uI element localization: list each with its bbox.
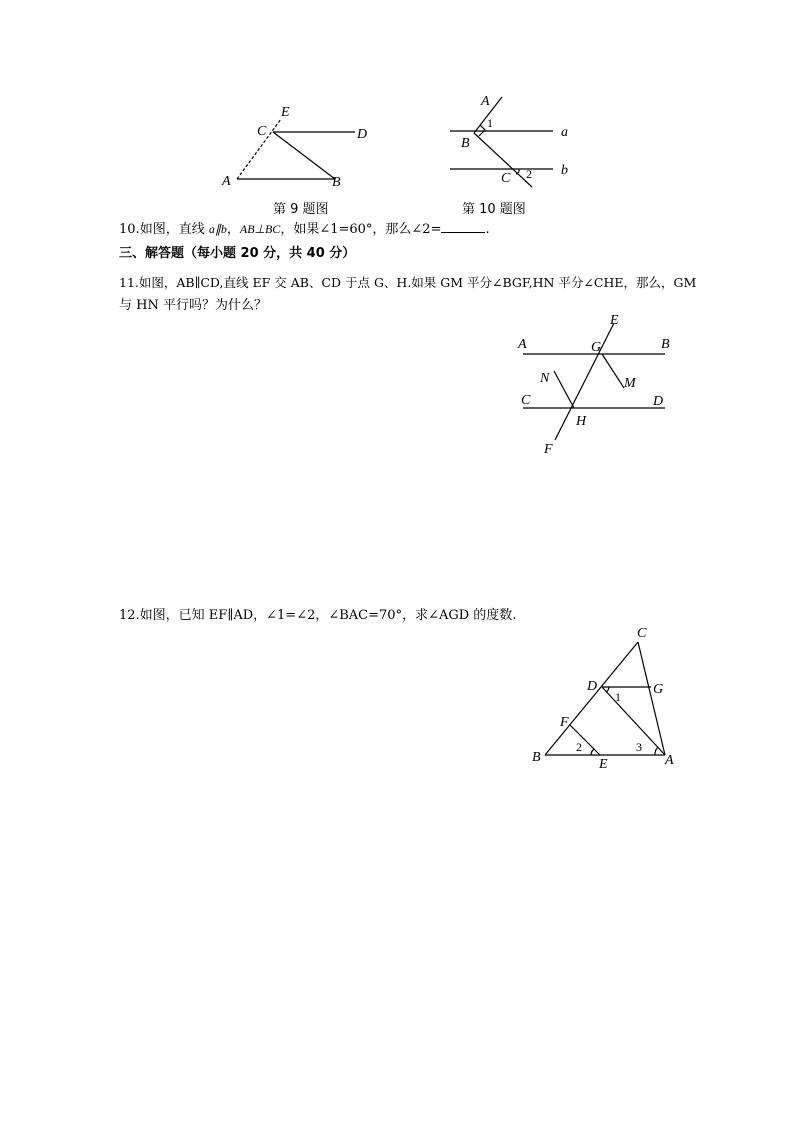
- question-10-cond1: a∥b: [208, 222, 227, 236]
- angle-3-arc: [655, 747, 658, 755]
- label-angle-1: 1: [615, 690, 621, 704]
- label-F: F: [544, 442, 553, 457]
- label-D: D: [587, 679, 598, 694]
- question-10: [119, 220, 490, 239]
- label-G: G: [653, 682, 664, 697]
- line-CA: [638, 642, 665, 755]
- question-10-text-mid: ，如果∠1=60°，那么∠2=: [280, 222, 442, 237]
- label-C: C: [637, 626, 647, 641]
- label-A: A: [518, 337, 527, 352]
- line-CB: [273, 132, 335, 179]
- label-angle-1: 1: [487, 116, 493, 130]
- label-F: F: [560, 715, 569, 730]
- line-DA: [602, 687, 665, 755]
- label-G: G: [591, 340, 602, 355]
- label-B: B: [661, 337, 670, 352]
- question-11-line2: 与 HN 平行吗？为什么？: [119, 298, 267, 313]
- figure-12: [525, 620, 685, 770]
- answer-blank[interactable]: [441, 220, 485, 233]
- label-angle-2: 2: [526, 167, 532, 181]
- line-GM: [602, 354, 624, 388]
- label-E: E: [281, 105, 290, 120]
- line-HN: [554, 371, 574, 408]
- label-D: D: [357, 127, 368, 142]
- question-10-text-before: 如图，直线: [139, 222, 205, 237]
- label-C: C: [521, 393, 531, 408]
- question-12: 12.如图，已知 EF∥AD，∠1=∠2，∠BAC=70°，求∠AGD 的度数.: [119, 608, 517, 623]
- label-angle-3: 3: [636, 740, 642, 754]
- question-10-text-end: .: [485, 222, 490, 237]
- angle-2-arc: [516, 169, 519, 174]
- label-H: H: [576, 414, 587, 429]
- figure-10: [440, 90, 580, 195]
- figure-9-caption: 第 9 题图: [273, 202, 329, 217]
- label-b: b: [561, 163, 568, 178]
- question-10-number: 10.: [119, 222, 140, 237]
- figure-10-caption: 第 10 题图: [462, 202, 526, 217]
- label-A: A: [222, 174, 231, 189]
- angle-2-arc: [591, 749, 594, 755]
- label-N: N: [540, 371, 550, 386]
- line-FE: [570, 725, 600, 755]
- label-A: A: [481, 94, 490, 109]
- question-11-line1: 11.如图，AB∥CD,直线 EF 交 AB、CD 于点 G、H.如果 GM 平分∠BGF,HN 平分∠CHE，那么，GM: [119, 275, 697, 290]
- question-10-cond2: AB⊥BC: [239, 222, 281, 236]
- label-angle-2: 2: [576, 740, 582, 754]
- label-D: D: [653, 394, 664, 409]
- label-a: a: [561, 125, 568, 140]
- label-B: B: [332, 175, 341, 190]
- line-BC: [545, 642, 638, 755]
- label-C: C: [257, 124, 267, 139]
- figure-11: [510, 310, 680, 460]
- label-E: E: [599, 757, 608, 772]
- label-E: E: [610, 313, 619, 328]
- question-10-sep1: ，: [226, 222, 240, 237]
- label-A: A: [665, 753, 674, 768]
- label-M: M: [624, 376, 636, 391]
- angle-1-arc: [606, 687, 609, 692]
- section-3-heading: 三、解答题（每小题 20 分，共 40 分）: [119, 246, 356, 261]
- label-B: B: [461, 136, 470, 151]
- figure-9: [215, 100, 375, 195]
- label-B: B: [532, 750, 541, 765]
- label-C: C: [501, 171, 511, 186]
